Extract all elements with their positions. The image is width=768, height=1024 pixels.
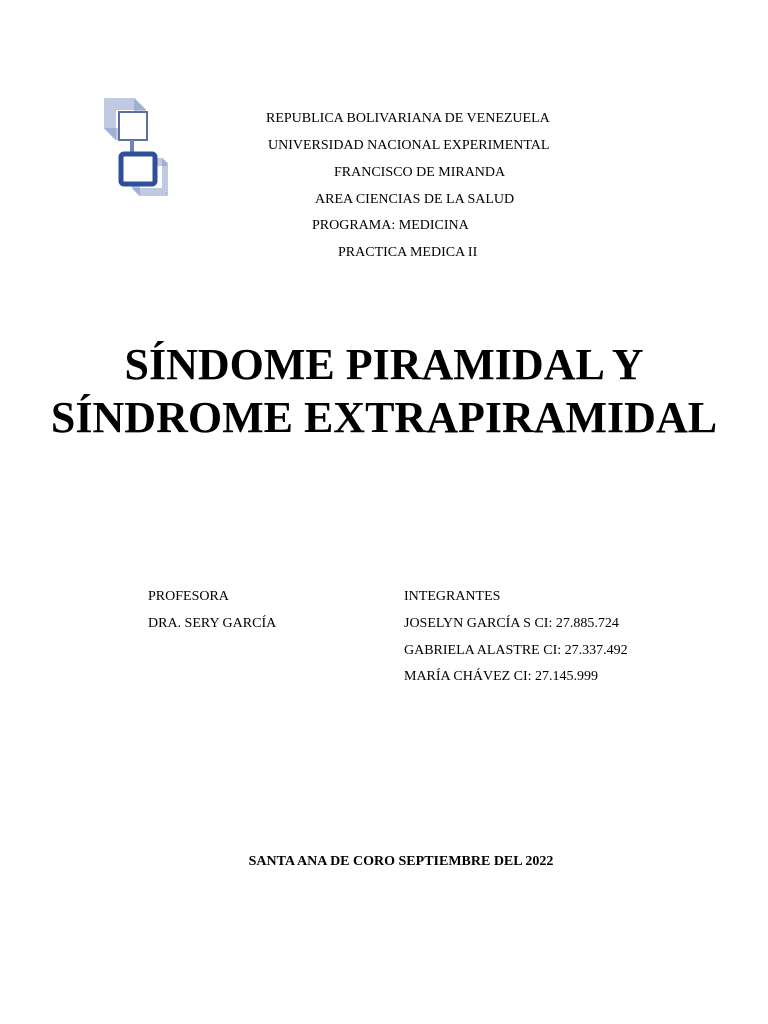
header-line-area: AREA CIENCIAS DE LA SALUD — [315, 192, 515, 207]
document-title-line-1: SÍNDOME PIRAMIDAL Y — [124, 340, 644, 389]
document-title-line-2: SÍNDROME EXTRAPIRAMIDAL — [50, 393, 718, 442]
professor-heading: PROFESORA — [148, 589, 229, 604]
place-date: SANTA ANA DE CORO SEPTIEMBRE DEL 2022 — [248, 854, 554, 869]
member-item: JOSELYN GARCÍA S CI: 27.885.724 — [404, 616, 619, 631]
professor-name: DRA. SERY GARCÍA — [148, 616, 277, 631]
member-item: MARÍA CHÁVEZ CI: 27.145.999 — [404, 669, 599, 684]
header-line-practice: PRACTICA MEDICA II — [338, 245, 478, 260]
header-line-university: UNIVERSIDAD NACIONAL EXPERIMENTAL — [268, 138, 550, 153]
header-line-republic: REPUBLICA BOLIVARIANA DE VENEZUELA — [266, 111, 550, 126]
header-line-program: PROGRAMA: MEDICINA — [312, 218, 469, 233]
header-line-francisco: FRANCISCO DE MIRANDA — [334, 165, 506, 180]
member-item: GABRIELA ALASTRE CI: 27.337.492 — [404, 643, 628, 658]
university-logo-icon — [103, 97, 169, 199]
members-heading: INTEGRANTES — [404, 589, 501, 604]
